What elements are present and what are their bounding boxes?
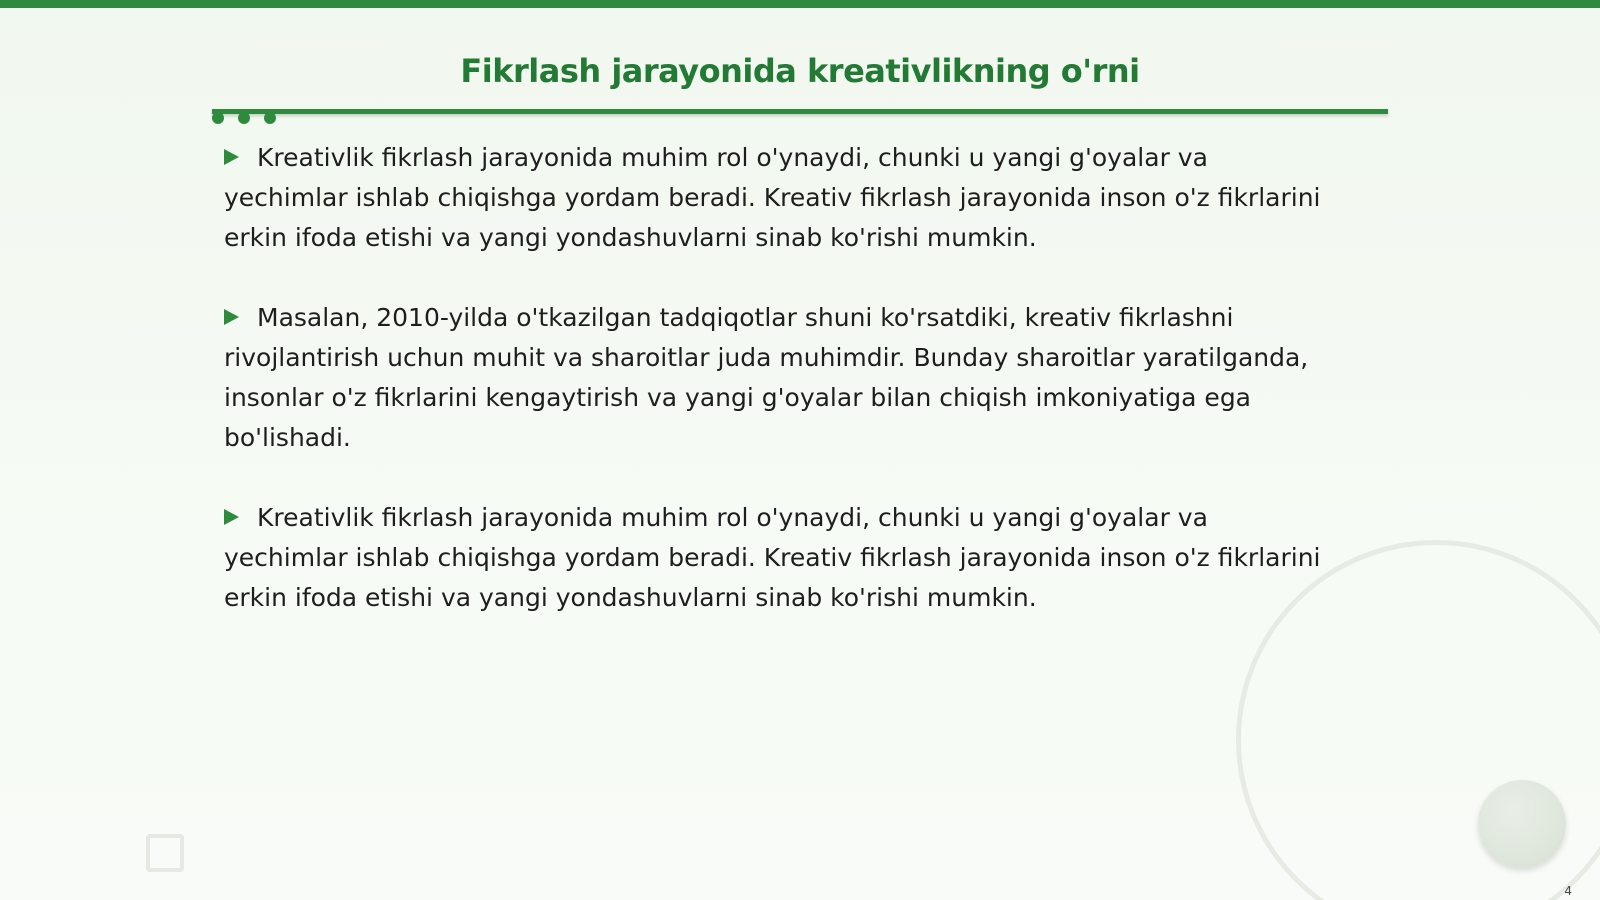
bullet-item: [224, 498, 1334, 618]
bullet-item: [224, 138, 1334, 258]
triangle-bullet-icon: [224, 149, 239, 165]
title-underline: [212, 109, 1388, 114]
bullet-list: [224, 138, 1334, 658]
decorative-dot: [238, 112, 250, 124]
bullet-text: Kreativlik fikrlash jarayonida muhim rol o'ynaydi, chunki u yangi g'oyalar va yechimlar ishlab chiqishga yordam beradi. Kreativ fikrlash jarayonida inson o'z fikrlarini erkin ifoda etishi va yangi yondashuvlarni sinab ko'rishi mumkin.: [224, 503, 1321, 612]
decorative-circle: [1478, 780, 1566, 868]
slide-title: Fikrlash jarayonida kreativlikning o'rni: [460, 52, 1140, 90]
triangle-bullet-icon: [224, 309, 239, 325]
page-number: 4: [1564, 884, 1572, 898]
top-accent-bar: [0, 0, 1600, 8]
bullet-item: [224, 298, 1334, 458]
triangle-bullet-icon: [224, 509, 239, 525]
decorative-dot: [212, 112, 224, 124]
bullet-text: Masalan, 2010-yilda o'tkazilgan tadqiqotlar shuni ko'rsatdiki, kreativ fikrlashni rivojlantirish uchun muhit va sharoitlar juda muhimdir. Bunday sharoitlar yaratilganda, insonlar o'z fikrlarini kengaytirish va yangi g'oyalar bilan chiqish imkoniyatiga ega bo'lishadi.: [224, 303, 1309, 452]
bullet-text: Kreativlik fikrlash jarayonida muhim rol o'ynaydi, chunki u yangi g'oyalar va yechimlar ishlab chiqishga yordam beradi. Kreativ fikrlash jarayonida inson o'z fikrlarini erkin ifoda etishi va yangi yondashuvlarni sinab ko'rishi mumkin.: [224, 143, 1321, 252]
decorative-square: [146, 834, 184, 872]
decorative-dot: [264, 112, 276, 124]
